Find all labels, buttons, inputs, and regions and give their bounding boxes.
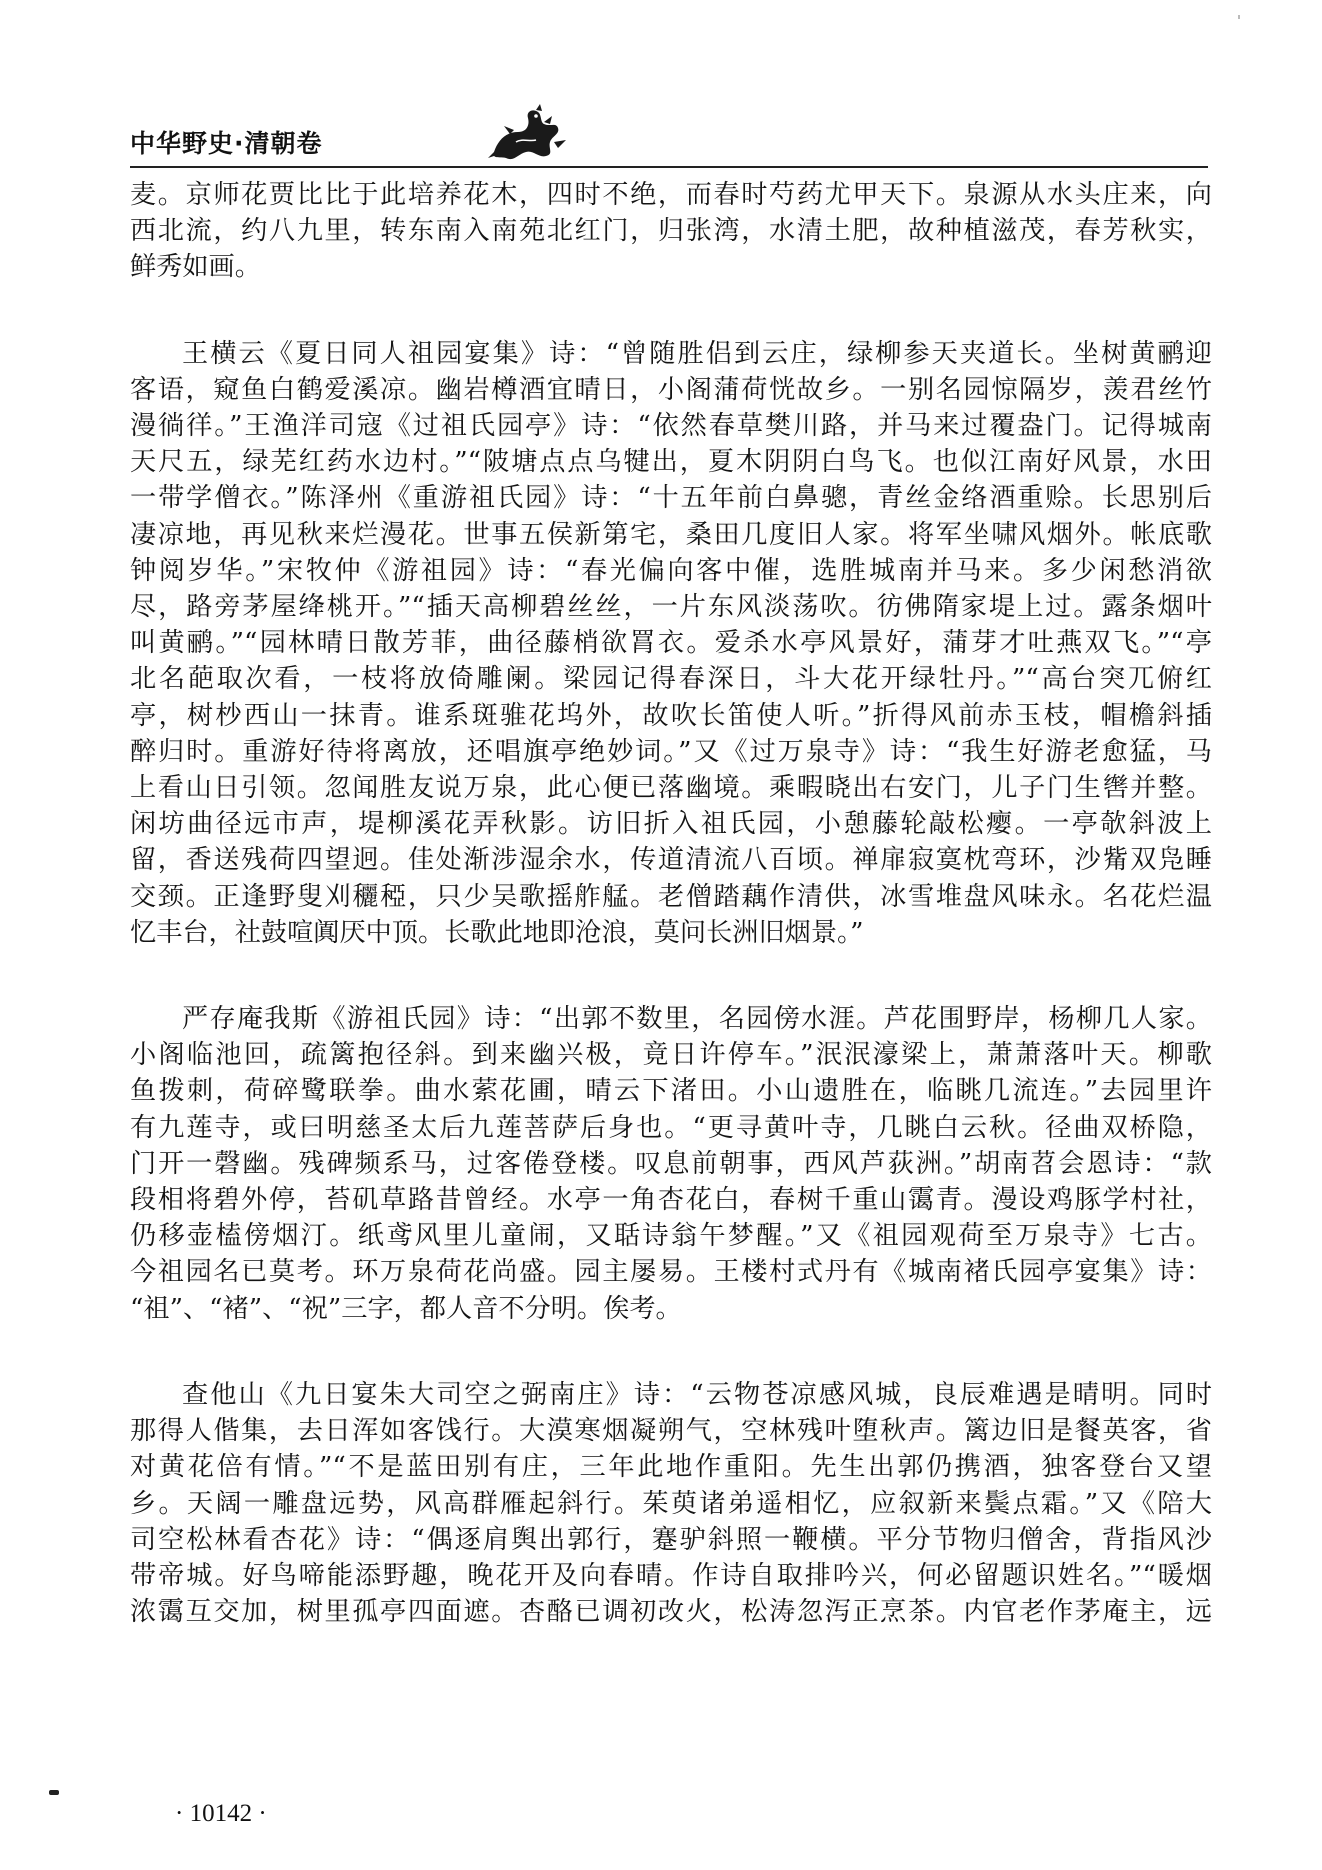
text-line: 门开一磬幽。残碑频系马，过客倦登楼。叹息前朝事，西风芦荻洲。”胡南苕会恩诗：“款 [130, 1148, 1212, 1179]
text-line: 客语，窥鱼白鹤爱溪凉。幽岩樽酒宜晴日，小阁蒲荷恍故乡。一别名园惊隔岁，羡君丝竹 [130, 374, 1212, 405]
scan-speck [1238, 15, 1240, 19]
text-line: 天尺五，绿芜红药水边村。”“陂塘点点乌犍出，夏木阴阴白鸟飞。也似江南好风景，水田 [130, 447, 1212, 478]
header-rule [130, 166, 1208, 168]
paragraph [130, 177, 1212, 286]
text-line: 鲜秀如画。 [130, 252, 261, 283]
text-line: 钟阅岁华。”宋牧仲《游祖园》诗：“春光偏向客中催，选胜城南并马来。多少闲愁消欲 [130, 555, 1212, 586]
text-line: 留，香送残荷四望迥。佳处渐涉湿余水，传道清流八百顷。禅扉寂寞枕弯环，沙觜双凫睡 [130, 845, 1212, 876]
text-line: 查他山《九日宴朱大司空之弼南庄》诗：“云物苍凉感风城，良辰难遇是晴明。同时 [182, 1379, 1212, 1410]
text-line: 段相将碧外停，苔矶草路昔曾经。水亭一角杏花白，春树千重山霭青。漫设鸡豚学村社， [130, 1185, 1212, 1216]
page-number: · 10142 · [175, 1800, 267, 1827]
text-line: 带帝城。好鸟啼能添野趣，晚花开及向春晴。作诗自取排吟兴，何必留题识姓名。”“暖烟 [130, 1560, 1212, 1591]
text-line: 凄凉地，再见秋来烂漫花。世事五侯新第宅，桑田几度旧人家。将军坐啸风烟外。帐底歌 [130, 519, 1212, 550]
paragraph [130, 336, 1212, 951]
text-line: 上看山日引领。忽闻胜友说万泉，此心便已落幽境。乘暇晓出右安门，儿子门生辔并整。 [130, 773, 1212, 804]
text-line: 一带学僧衣。”陈泽州《重游祖氏园》诗：“十五年前白鼻骢，青丝金络酒重赊。长思别后 [130, 483, 1212, 514]
text-line: 北名葩取次看，一枝将放倚雕阑。梁园记得春深日，斗大花开绿牡丹。”“高台突兀俯红 [130, 664, 1212, 695]
text-line: 司空松林看杏花》诗：“偶逐肩舆出郭行，蹇驴斜照一鞭横。平分节物归僧舍，背指风沙 [130, 1524, 1212, 1555]
text-line: 尽，路旁茅屋绛桃开。”“插天高柳碧丝丝，一片东风淡荡吹。彷佛隋家堤上过。露条烟叶 [130, 592, 1212, 623]
text-line: 鱼拨刺，荷碎鹭联拳。曲水萦花圃，晴云下渚田。小山遗胜在，临眺几流连。”去园里许 [130, 1076, 1212, 1107]
body-text [130, 177, 1212, 1630]
text-line: 小阁临池回，疏篱抱径斜。到来幽兴极，竟日许停车。”泯泯濠梁上，萧萧落叶天。柳歌 [130, 1040, 1212, 1071]
dragon-emblem-icon [480, 102, 570, 166]
scan-speck [49, 1790, 59, 1795]
paragraph [130, 1001, 1212, 1327]
text-line: 仍移壶榼傍烟汀。纸鸢风里儿童闹，又聒诗翁午梦醒。”又《祖园观荷至万泉寺》七古。 [130, 1221, 1212, 1252]
text-line: 漫徜徉。”王渔洋司寇《过祖氏园亭》诗：“依然春草樊川路，并马来过覆盎门。记得城南 [130, 411, 1212, 442]
text-line: 西北流，约八九里，转东南入南苑北红门，归张湾，水清土肥，故种植滋茂，春芳秋实， [130, 216, 1212, 247]
text-line: 忆丰台，社鼓喧阗厌中顶。长歌此地即沧浪，莫问长洲旧烟景。” [130, 917, 864, 948]
text-line: 麦。京师花贾比比于此培养花木，四时不绝，而春时芍药尤甲天下。泉源从水头庄来，向 [130, 180, 1212, 210]
page-header [130, 110, 1205, 166]
text-line: 有九莲寺，或曰明慈圣太后九莲菩萨后身也。“更寻黄叶寺，几眺白云秋。径曲双桥隐， [130, 1112, 1212, 1143]
text-line: 叫黄鹂。”“园林晴日散芳菲，曲径藤梢欲罥衣。爱杀水亭风景好，蒲芽才吐燕双飞。”“亭 [130, 628, 1212, 659]
paragraph [130, 1377, 1212, 1630]
text-line: 那得人偕集，去日浑如客饯行。大漠寒烟凝朔气，空林残叶堕秋声。篱边旧是餐英客，省 [130, 1416, 1212, 1447]
text-line: 今祖园名已莫考。环万泉荷花尚盛。园主屡易。王楼村式丹有《城南褚氏园亭宴集》诗： [130, 1257, 1212, 1288]
text-line: “祖”、“褚”、“祝”三字，都人音不分明。俟考。 [130, 1293, 682, 1324]
text-line: 对黄花倍有情。”“不是蓝田别有庄，三年此地作重阳。先生出郭仍携酒，独客登台又望 [130, 1452, 1212, 1483]
text-line: 严存庵我斯《游祖氏园》诗：“出郭不数里，名园傍水涯。芦花围野岸，杨柳几人家。 [182, 1004, 1212, 1035]
text-line: 亭，树杪西山一抹青。谁系斑骓花坞外，故吹长笛使人听。”折得风前赤玉枝，帽檐斜插 [130, 700, 1212, 731]
text-line: 闲坊曲径远市声，堤柳溪花弄秋影。访旧折入祖氏园，小憩藤轮敲松瘿。一亭欹斜波上 [130, 809, 1212, 840]
text-line: 交颈。正逢野叟刈穲稏，只少吴歌摇舴艋。老僧踏藕作清供，冰雪堆盘风味永。名花烂温 [130, 881, 1212, 912]
text-line: 王横云《夏日同人祖园宴集》诗：“曾随胜侣到云庄，绿柳参天夹道长。坐树黄鹂迎 [182, 338, 1212, 369]
text-line: 醉归时。重游好待将离放，还唱旗亭绝妙词。”又《过万泉寺》诗：“我生好游老愈猛，马 [130, 736, 1212, 767]
text-line: 乡。天阔一雕盘远势，风高群雁起斜行。茱萸诸弟遥相忆，应叙新来鬓点霜。”又《陪大 [130, 1488, 1212, 1519]
text-line: 浓霭互交加，树里孤亭四面遮。杏酪已调初改火，松涛忽泻正烹茶。内官老作茅庵主，远 [130, 1597, 1212, 1628]
running-title: 中华野史·清朝卷 [130, 129, 323, 158]
